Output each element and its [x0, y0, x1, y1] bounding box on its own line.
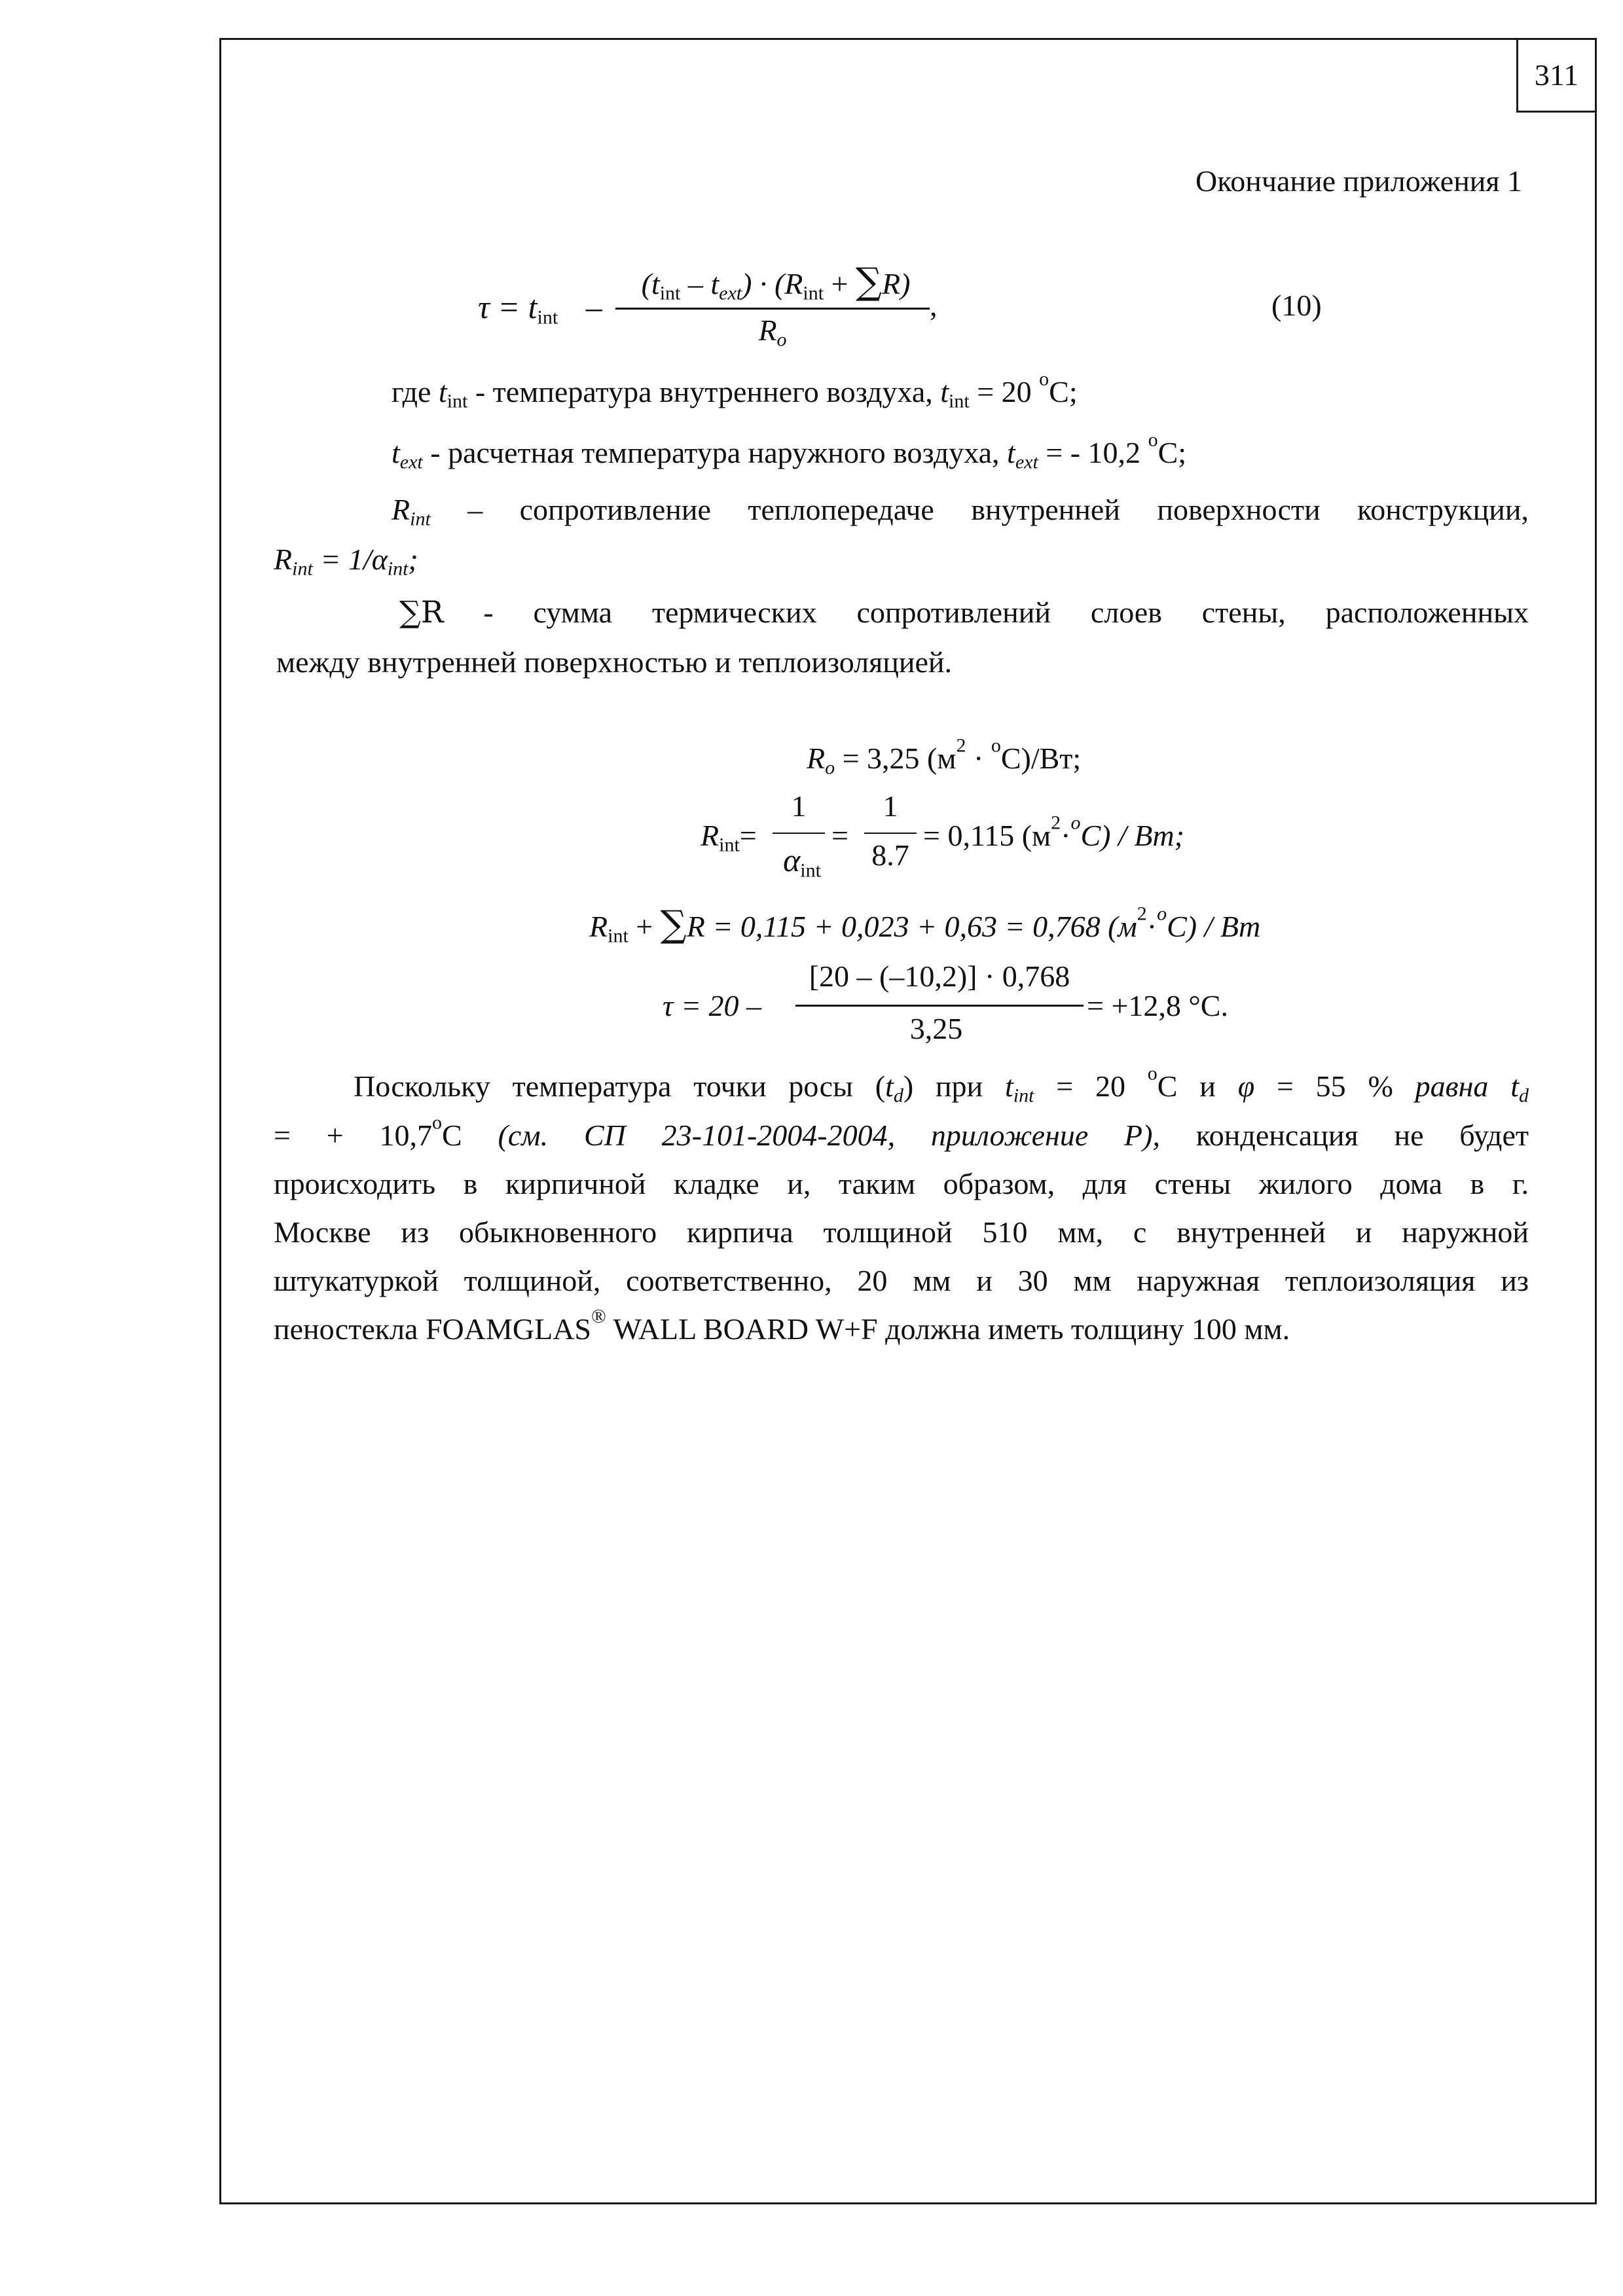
calc-rint-den2: 8.7: [871, 838, 909, 872]
calc-sum: $R_{int} + \sum R = 0,115 + 0,023 + 0,63 = 0,768$ $(м^2\cdot^oC) / Bm$: [589, 903, 1261, 947]
calc-rint-line1: [773, 833, 825, 834]
calc-rint-result: = 0,115 $(м^2\cdot^oC) / Bm$;: [923, 812, 1184, 852]
conclusion-line-2: = + $10,7^oС$ (см. СП 23-101-2004-2004, приложение Р), конденсация не будет: [274, 1111, 1529, 1152]
calc-tau-result: = +12,8 °С.: [1087, 989, 1228, 1022]
appendix-header: Окончание приложения 1: [1195, 164, 1523, 198]
conclusion-line-1: Поскольку температура точки росы $(t_d)$ при $t_{int} = 20$ $^o$С и φ = 55 % равна $t_d$: [354, 1062, 1529, 1107]
formula-10-denominator: $R_o$: [758, 314, 787, 351]
def-sum-r-cont: между внутренней поверхностью и теплоизоляцией.: [276, 645, 953, 679]
calc-ro: $R_o = 3,25$ $(м^2 \cdot ^oС)/Вт$;: [807, 734, 1082, 779]
calc-rint-num1: 1: [791, 789, 807, 823]
formula-10-numerator: $(t_{int} - t_{ext}) \cdot (R_{int} + \sum R)$: [641, 260, 911, 304]
def-r-int: $R_{int}$ – сопротивление теплопередаче внутренней поверхности конструкции,: [392, 493, 1529, 530]
calc-rint-line2: [864, 833, 917, 834]
calc-rint-lhs: $R_{int}=$: [701, 819, 757, 856]
formula-10-lhs: $\tau = t_{int}$ –: [478, 289, 602, 329]
calc-rint-num2: 1: [883, 789, 898, 823]
conclusion-line-4: Москве из обыкновенного кирпича толщиной 510 мм, с внутренней и наружной: [274, 1215, 1529, 1249]
def-sum-r: ∑R - сумма термических сопротивлений слоев стены, расположенных: [399, 594, 1529, 630]
calc-rint-den1: $\alpha_{int}$: [783, 842, 821, 882]
conclusion-line-6: пеностекла FOAMGLAS® WALL BOARD W+F должна иметь толщину 100 мм.: [274, 1305, 1290, 1346]
page-number: 311: [1516, 38, 1597, 113]
formula-10-fraction-line: [615, 308, 930, 310]
conclusion-line-3: происходить в кирпичной кладке и, таким образом, для стены жилого дома в г.: [274, 1167, 1529, 1200]
formula-10-comma: ,: [930, 289, 938, 322]
calc-tau-lhs: τ = 20 –: [663, 989, 762, 1022]
calc-rint-eq2: =: [831, 819, 848, 852]
calc-tau-den: 3,25: [909, 1012, 963, 1045]
def-t-ext: $t_{ext}$ - расчетная температура наружного воздуха, $t_{ext}$ = - 10,2 $^o$С;: [392, 429, 1187, 473]
calc-tau-num: [20 – (–10,2)] · 0,768: [809, 960, 1070, 993]
conclusion-line-5: штукатуркой толщиной, соответственно, 20 мм и 30 мм наружная теплоизоляция из: [274, 1264, 1529, 1297]
formula-10-number: (10): [1271, 289, 1322, 322]
def-t-int: где $t_{int}$ - температура внутреннего воздуха, $t_{int} = 20$ $^o$С;: [392, 368, 1078, 412]
def-r-int-formula: $R_{int} = 1/\alpha_{int}$;: [274, 543, 418, 580]
calc-tau-line: [795, 1005, 1084, 1007]
